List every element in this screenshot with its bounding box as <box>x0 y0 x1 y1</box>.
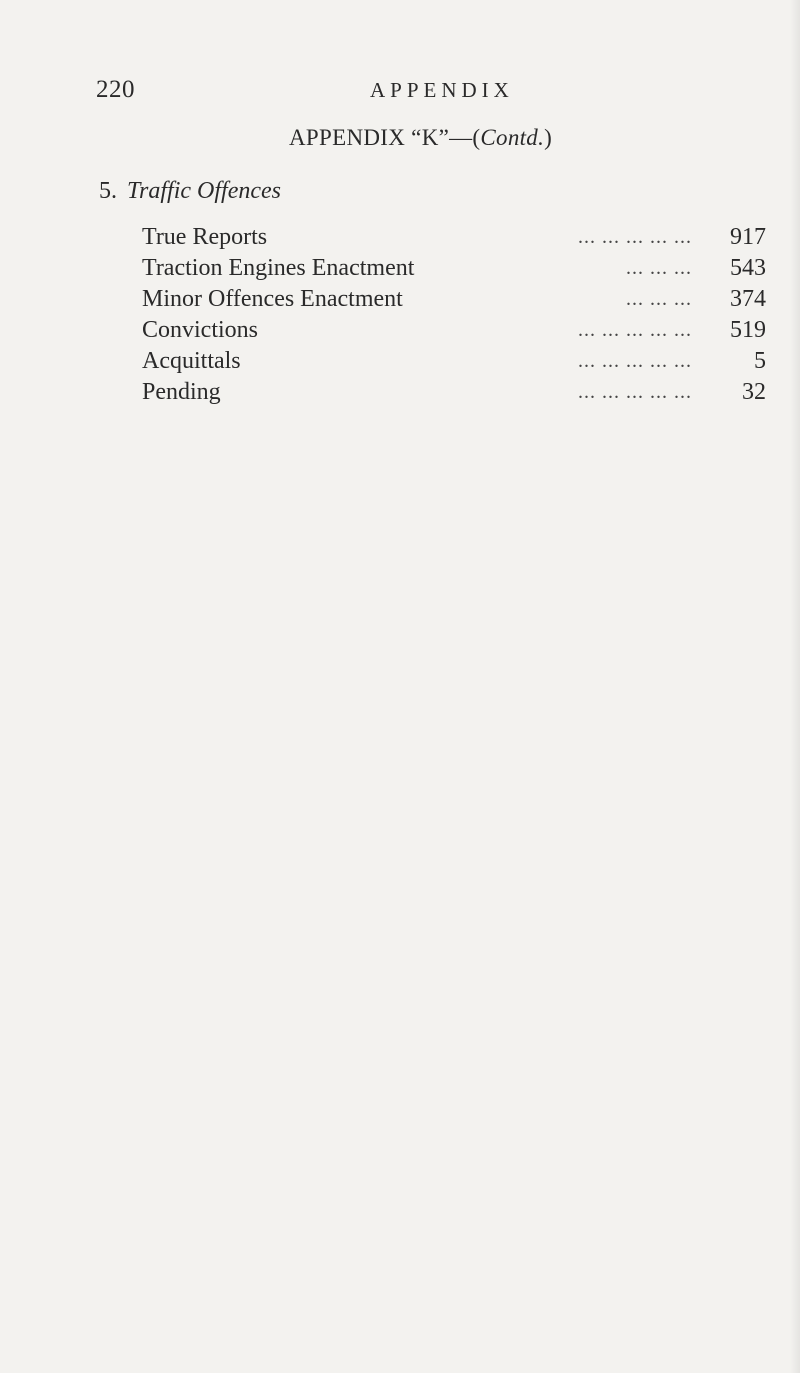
entry-leader: ... ... ... ... ... <box>578 319 692 341</box>
appendix-title-contd: Contd. <box>480 125 545 150</box>
page-number: 220 <box>96 76 135 103</box>
list-item <box>142 315 766 346</box>
list-item <box>142 346 766 377</box>
entry-value: 32 <box>742 379 766 405</box>
appendix-title-main: APPENDIX “K”—( <box>289 125 481 150</box>
section-number: 5. <box>99 178 117 204</box>
entry-leader: ... ... ... ... ... <box>578 226 692 248</box>
section-title: Traffic Offences <box>127 178 281 204</box>
entry-value: 5 <box>754 348 766 374</box>
entry-value: 543 <box>730 255 766 281</box>
entry-value: 917 <box>730 224 766 250</box>
entry-label: Traction Engines Enactment <box>142 255 415 281</box>
entry-label: Pending <box>142 379 221 405</box>
entry-label: Minor Offences Enactment <box>142 286 403 312</box>
list-item <box>142 284 766 315</box>
entry-label: Convictions <box>142 317 259 343</box>
entry-leader: ... ... ... <box>626 257 692 279</box>
entry-label: True Reports <box>142 224 268 250</box>
entry-leader: ... ... ... ... ... <box>578 350 692 372</box>
appendix-title <box>289 125 552 151</box>
running-head: APPENDIX <box>370 78 514 102</box>
page-edge-shadow <box>790 0 800 1373</box>
section-heading <box>99 178 281 205</box>
entry-leader: ... ... ... <box>626 288 692 310</box>
list-item <box>142 253 766 284</box>
entry-label: Acquittals <box>142 348 241 374</box>
entries-list <box>142 222 766 408</box>
list-item <box>142 222 766 253</box>
entry-value: 519 <box>730 317 766 343</box>
appendix-title-close: ) <box>544 125 553 150</box>
list-item <box>142 377 766 408</box>
entry-value: 374 <box>730 286 766 312</box>
entry-leader: ... ... ... ... ... <box>578 381 692 403</box>
